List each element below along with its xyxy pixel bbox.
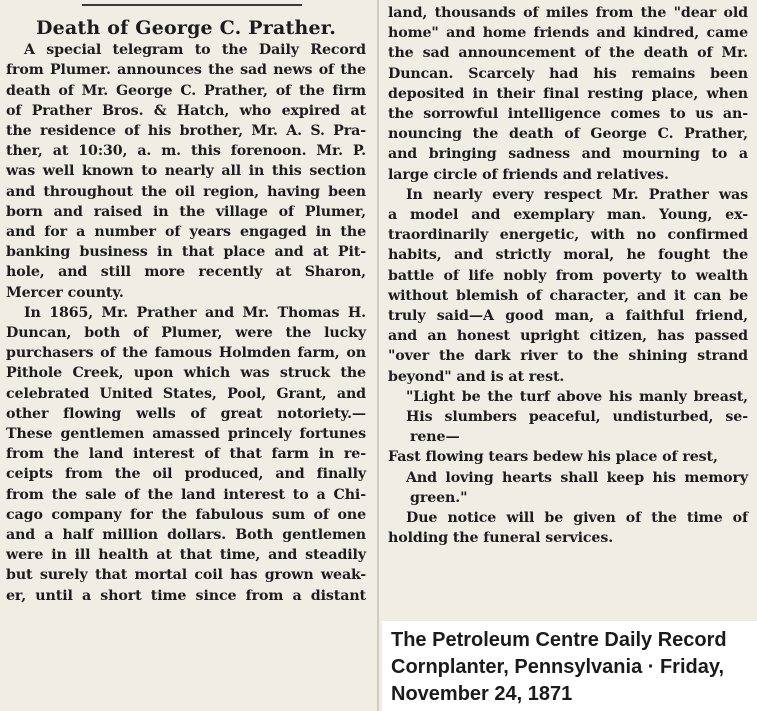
left-column-line: were in ill health at that time, and steadily: [6, 547, 366, 564]
right-column-line: habits, and strictly moral, he fought the: [388, 247, 748, 264]
left-column: [0, 0, 372, 711]
right-column: [382, 0, 754, 711]
right-column-line: truly said—A good man, a faithful friend,: [388, 308, 748, 325]
right-column-line: the sorrowful intelligence comes to us an-: [388, 106, 748, 123]
right-column-line: without blemish of character, and it can be: [388, 287, 748, 304]
left-column-line: and for a number of years engaged in the: [6, 224, 366, 241]
caption-publication: The Petroleum Centre Daily Record: [391, 629, 727, 651]
right-column-line: holding the funeral services.: [388, 530, 614, 547]
left-column-line: A special telegram to the Daily Record: [24, 42, 366, 59]
right-column-line: deposited in their final resting place, when: [388, 85, 748, 102]
left-column-line: from Plumer. announces the sad news of the: [6, 62, 366, 79]
right-column-line: and bringing sadness and mourning to a: [388, 146, 748, 163]
left-column-line: celebrated United States, Pool, Grant, and: [6, 385, 366, 402]
caption-location-day: Cornplanter, Pennsylvania · Friday,: [391, 656, 725, 678]
article-headline: Death of George C. Prather.: [35, 17, 337, 39]
right-column-line: large circle of friends and relatives.: [388, 166, 669, 183]
left-column-line: born and raised in the village of Plumer,: [6, 203, 366, 220]
left-column-text: [0, 40, 372, 606]
left-column-line: and a half million dollars. Both gentlemen: [6, 527, 366, 544]
left-column-line: banking business in that place and at Pit-: [6, 244, 366, 261]
right-column-line: traordinarily energetic, with no confirmed: [388, 227, 748, 244]
left-column-line: and throughout the oil region, having been: [6, 183, 366, 200]
left-column-line: Duncan, both of Plumer, were the lucky: [6, 325, 366, 342]
left-column-line: was well known to nearly all in this section: [6, 163, 366, 180]
right-column-line: In nearly every respect Mr. Prather was: [406, 186, 748, 203]
right-column-line: land, thousands of miles from the "dear old: [388, 5, 748, 21]
right-column-line: Fast flowing tears bedew his place of rest,: [388, 449, 718, 466]
right-column-line: and an honest upright citizen, has passed: [388, 328, 748, 345]
right-column-line: green.": [410, 489, 468, 506]
left-column-line: Mercer county.: [6, 284, 124, 301]
left-column-line: These gentlemen amassed princely fortunes: [6, 426, 366, 443]
right-column-line: Duncan. Scarcely had his remains been: [388, 65, 748, 82]
right-column-line: home" and home friends and kindred, came: [388, 25, 748, 42]
right-column-line: the sad announcement of the death of Mr.: [388, 45, 748, 62]
right-column-line: a model and exemplary man. Young, ex-: [388, 207, 748, 224]
left-column-line: death of Mr. George C. Prather, of the firm: [6, 82, 366, 99]
left-column-line: ceipts from the oil produced, and finally: [6, 466, 366, 483]
right-column-line: battle of life nobly from poverty to wealth: [388, 267, 748, 284]
right-column-text: [382, 3, 754, 548]
right-column-line: "over the dark river to the shining strand: [388, 348, 748, 365]
right-column-line: His slumbers peaceful, undisturbed, se-: [406, 409, 748, 426]
right-column-line: rene—: [410, 429, 460, 446]
left-column-line: from the land interest of that farm in re-: [6, 446, 366, 463]
left-column-line: Pithole Creek, upon which was struck the: [6, 365, 366, 382]
left-column-line: hole, and still more recently at Sharon,: [6, 264, 366, 281]
right-column-line: nouncing the death of George C. Prather,: [388, 126, 748, 143]
right-column-line: And loving hearts shall keep his memory: [406, 469, 748, 486]
column-divider: [377, 0, 379, 711]
left-column-line: er, until a short time since from a distant: [6, 587, 366, 604]
left-column-line: purchasers of the famous Holmden farm, on: [6, 345, 366, 362]
left-column-line: the residence of his brother, Mr. A. S. Pra-: [6, 123, 366, 140]
left-column-line: of Prather Bros. & Hatch, who expired at: [6, 102, 366, 119]
right-column-line: "Light be the turf above his manly breast,: [406, 388, 748, 405]
left-column-line: cago company for the fabulous sum of one: [6, 506, 366, 523]
left-column-line: In 1865, Mr. Prather and Mr. Thomas H.: [24, 304, 366, 321]
left-column-line: but surely that mortal coil has grown weak-: [6, 567, 366, 584]
right-column-line: Due notice will be given of the time of: [406, 510, 748, 527]
left-column-line: ther, at 10:30, a. m. this forenoon. Mr. P.: [6, 143, 366, 160]
source-caption: [382, 621, 757, 711]
left-column-line: from the sale of the land interest to a Chi-: [6, 486, 366, 503]
caption-date: November 24, 1871: [391, 683, 573, 705]
right-column-line: beyond" and is at rest.: [388, 368, 565, 385]
left-column-line: other flowing wells of great notoriety.—: [6, 405, 366, 422]
